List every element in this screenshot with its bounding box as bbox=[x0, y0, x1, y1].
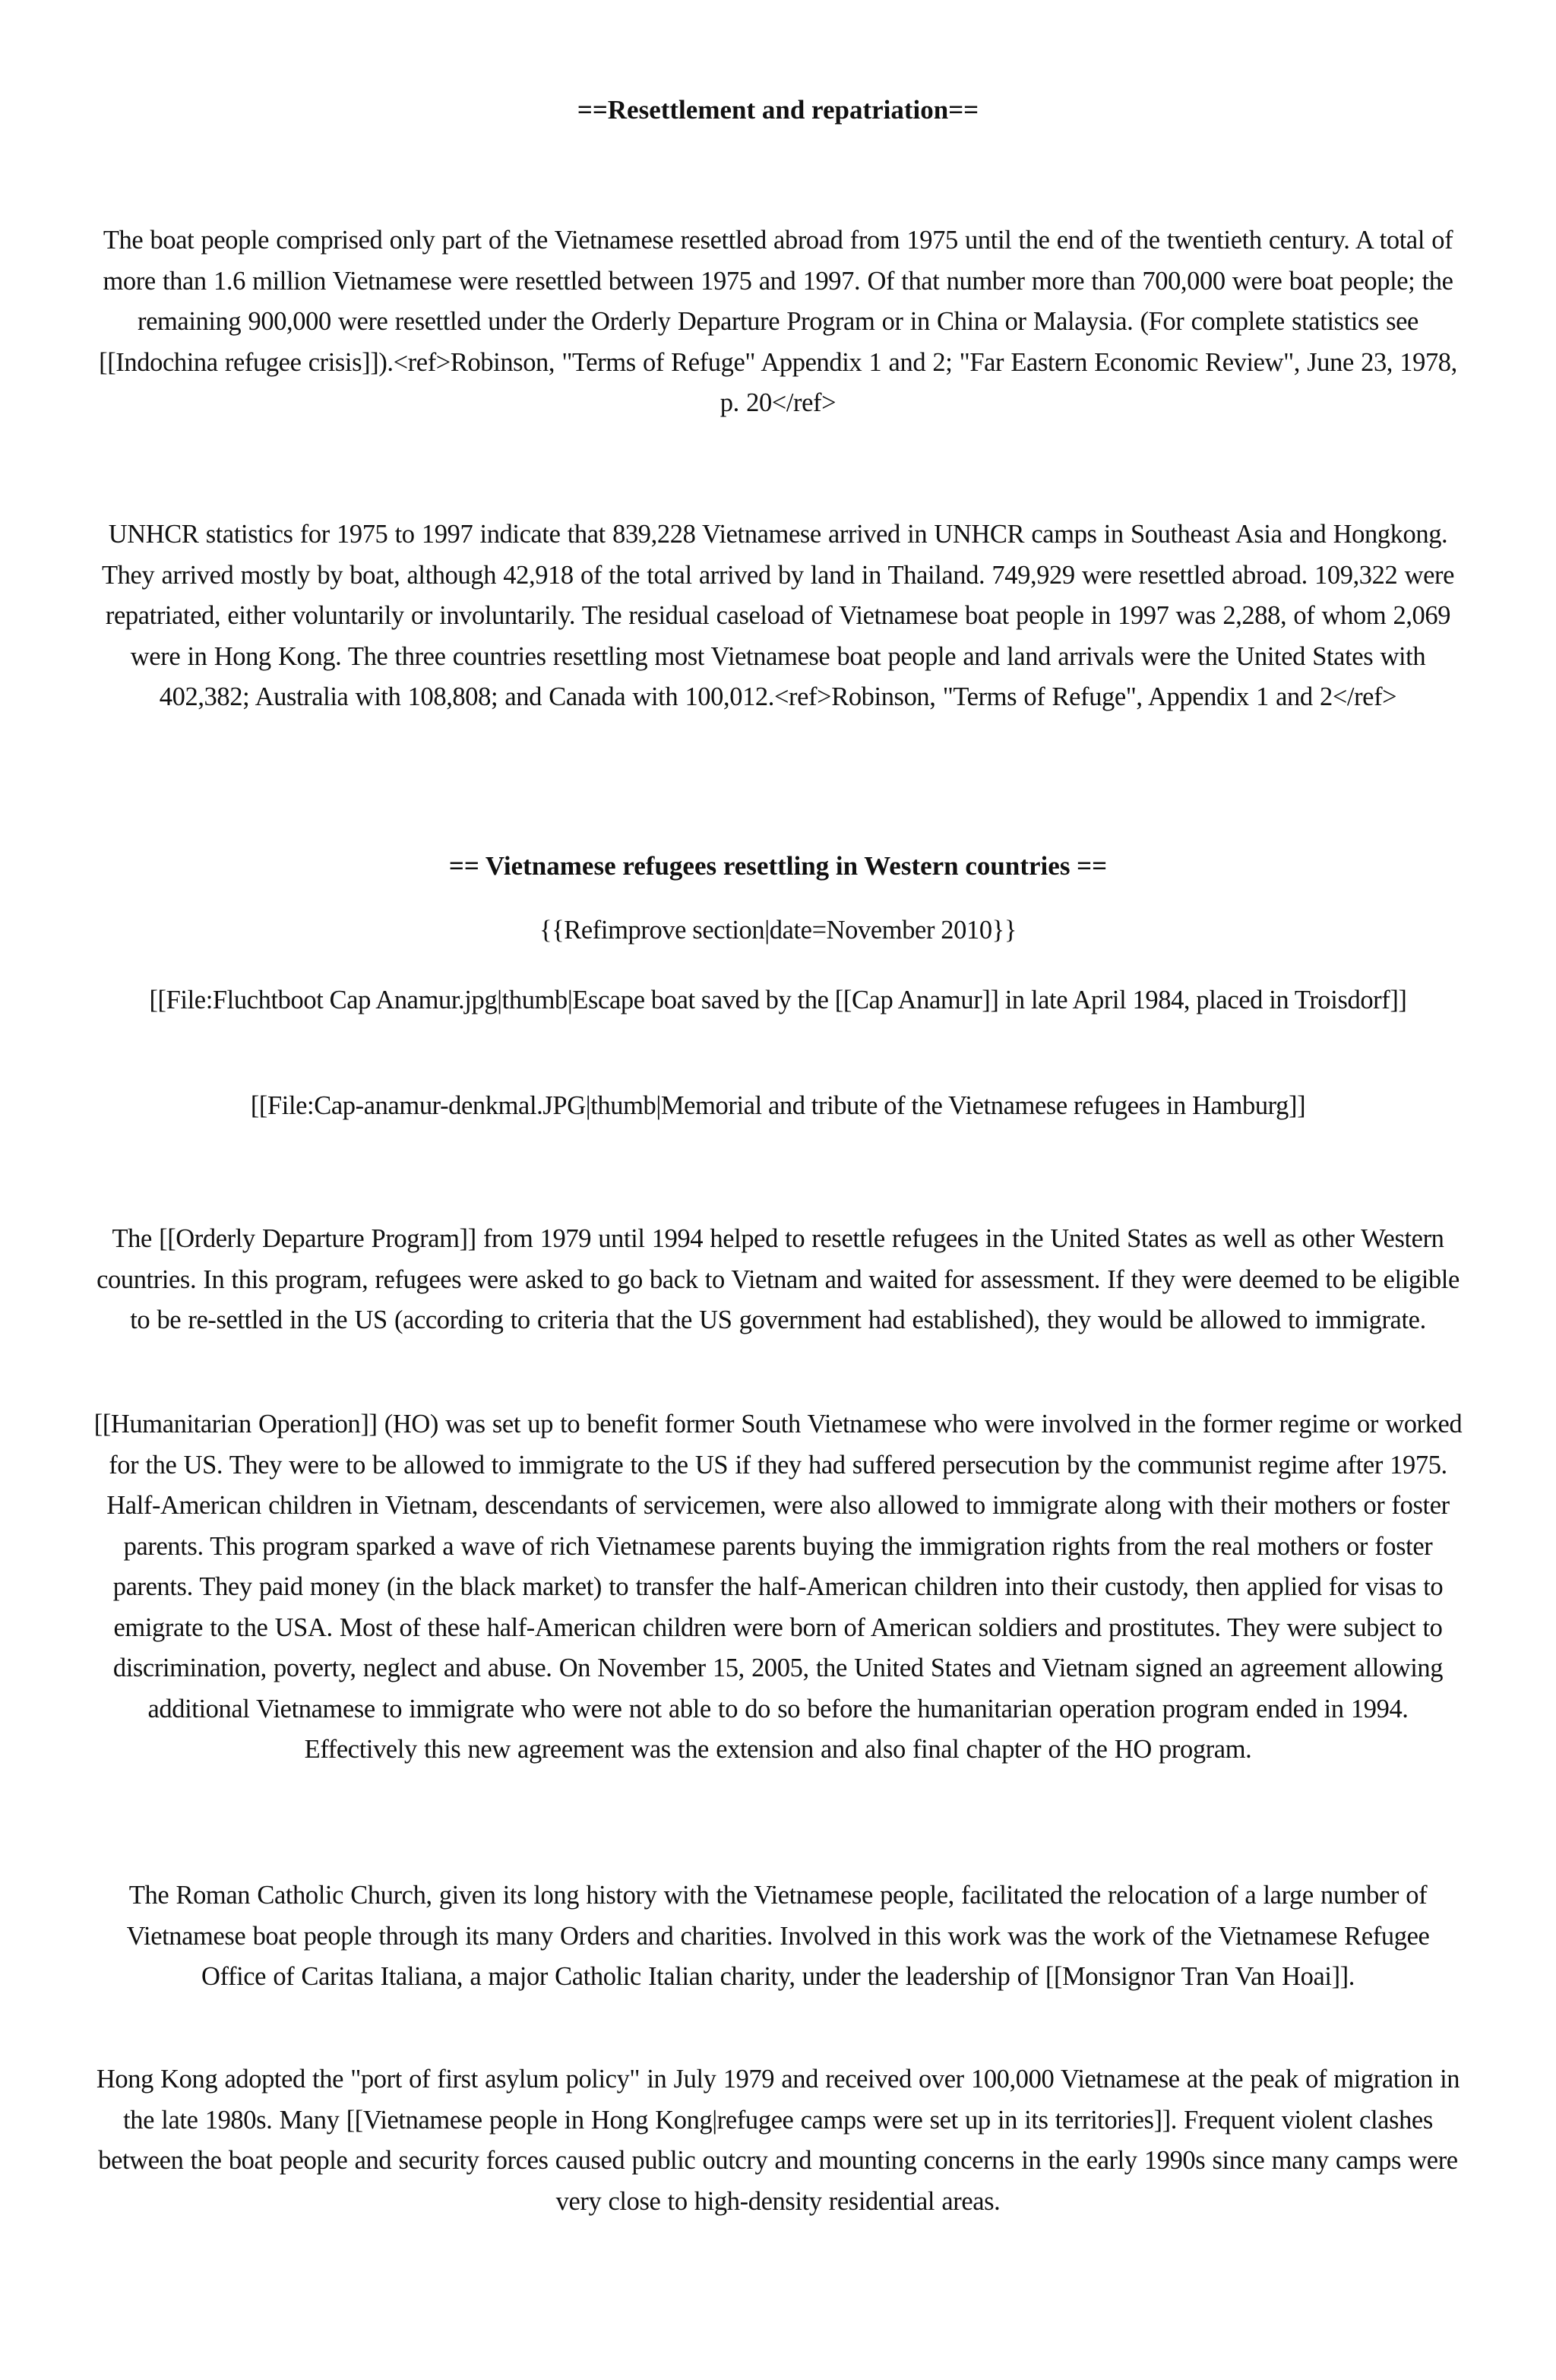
file-caption-escape-boat: [[File:Fluchtboot Cap Anamur.jpg|thumb|Escape boat saved by the [[Cap Anamur]] in late April 1984, placed in Troisdorf]] bbox=[149, 986, 1407, 1014]
paragraph-boat-people-resettled: The boat people comprised only part of the Vietnamese resettled abroad from 1975 until the end of the twentieth century. A total of more than 1.6 million Vietnamese were resettled between 1975 and 1997. Of that number more than 700,000 were boat people; the remaining 900,000 were resettled under the Orderly Departure Program or in China or Malaysia. (For complete statistics see [[Indochina refugee crisis]]).<ref>Robinson, "Terms of Refuge" Appendix 1 and 2; "Far Eastern Economic Review", June 23, 1978, p. 20</ref> bbox=[99, 226, 1457, 417]
section-heading-western-countries: == Vietnamese refugees resettling in Western countries == bbox=[448, 851, 1108, 881]
paragraph-catholic-church: The Roman Catholic Church, given its long history with the Vietnamese people, facilitated the relocation of a large number of Vietnamese boat people through its many Orders and charities. Involved in this work was the work of the Vietnamese Refugee Office of Caritas Italiana, a major Catholic Italian charity, under the leadership of [[Monsignor Tran Van Hoai]]. bbox=[126, 1881, 1430, 1991]
refimprove-template: {{Refimprove section|date=November 2010}} bbox=[539, 916, 1017, 945]
paragraph-humanitarian-operation: [[Humanitarian Operation]] (HO) was set up to benefit former South Vietnamese who were involved in the former regime or worked for the US. They were to be allowed to immigrate to the US if they had suffered persecution by the communist regime after 1975. Half-American children in Vietnam, descendants of servicemen, were also allowed to immigrate along with their mothers or foster parents. This program sparked a wave of rich Vietnamese parents buying the immigration rights from the real mothers or foster parents. They paid money (in the black market) to transfer the half-American children into their custody, then applied for visas to emigrate to the USA. Most of these half-American children were born of American soldiers and prostitutes. They were subject to discrimination, poverty, neglect and abuse. On November 15, 2005, the United States and Vietnam signed an agreement allowing additional Vietnamese to immigrate who were not able to do so before the humanitarian operation program ended in 1994. Effectively this new agreement was the extension and also final chapter of the HO program. bbox=[93, 1410, 1463, 1764]
section-heading-resettlement: ==Resettlement and repatriation== bbox=[577, 95, 979, 125]
paragraph-unhcr-statistics: UNHCR statistics for 1975 to 1997 indicate that 839,228 Vietnamese arrived in UNHCR camps in Southeast Asia and Hongkong. They arrived mostly by boat, although 42,918 of the total arrived by land in Thailand. 749,929 were resettled abroad. 109,322 were repatriated, either voluntarily or involuntarily. The residual caseload of Vietnamese boat people in 1997 was 2,288, of whom 2,069 were in Hong Kong. The three countries resettling most Vietnamese boat people and land arrivals were the United States with 402,382; Australia with 108,808; and Canada with 100,012.<ref>Robinson, "Terms of Refuge", Appendix 1 and 2</ref> bbox=[101, 520, 1455, 711]
paragraph-hong-kong: Hong Kong adopted the "port of first asylum policy" in July 1979 and received over 100,000 Vietnamese at the peak of migration in the late 1980s. Many [[Vietnamese people in Hong Kong|refugee camps were set up in its territories]]. Frequent violent clashes between the boat people and security forces caused public outcry and mounting concerns in the early 1990s since many camps were very close to high-density residential areas. bbox=[96, 2065, 1460, 2216]
document-page bbox=[91, 0, 1465, 2380]
file-caption-memorial: [[File:Cap-anamur-denkmal.JPG|thumb|Memorial and tribute of the Vietnamese refugees in Hamburg]] bbox=[250, 1091, 1306, 1120]
paragraph-orderly-departure: The [[Orderly Departure Program]] from 1979 until 1994 helped to resettle refugees in the United States as well as other Western countries. In this program, refugees were asked to go back to Vietnam and waited for assessment. If they were deemed to be eligible to be re-settled in the US (according to criteria that the US government had established), they would be allowed to immigrate. bbox=[96, 1224, 1460, 1334]
